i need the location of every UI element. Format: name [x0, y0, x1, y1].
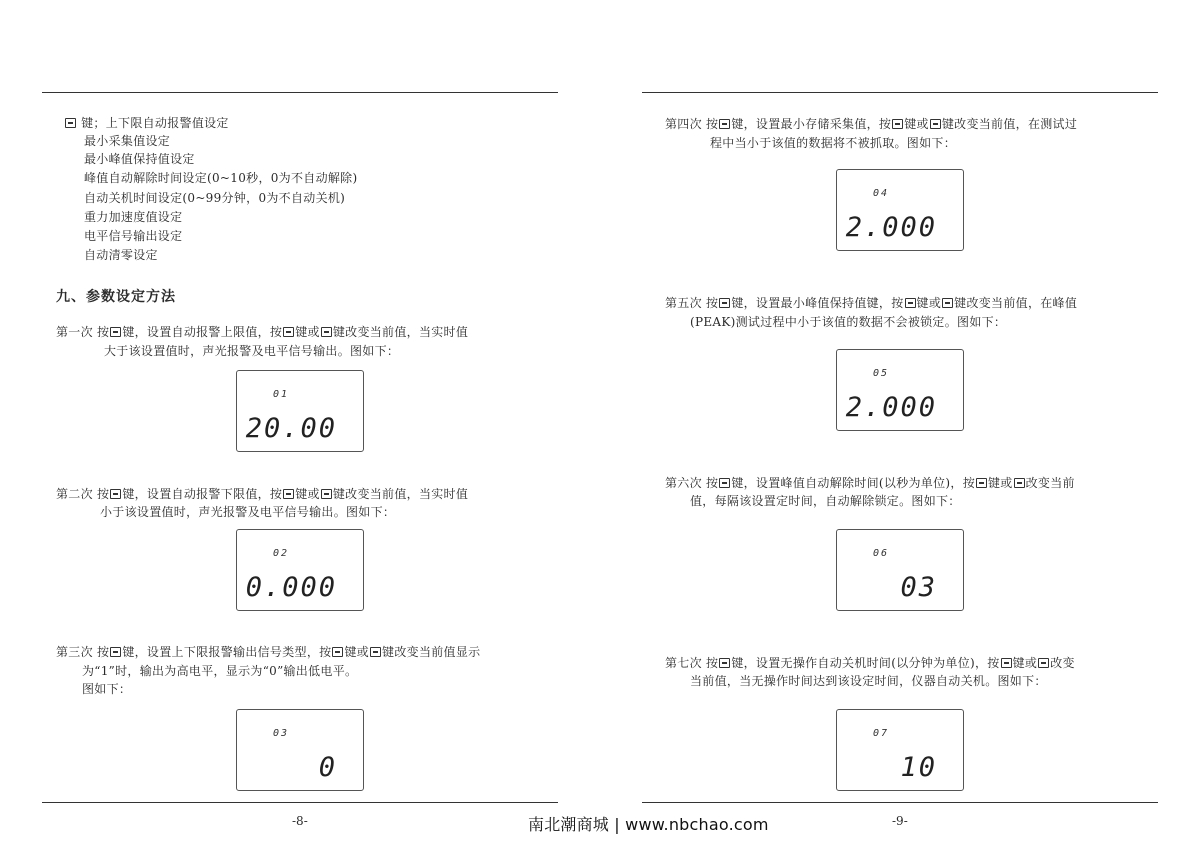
key-icon [719, 119, 730, 129]
step-text: 改变 [1050, 656, 1075, 670]
key-icon [1001, 658, 1012, 668]
lcd-code: 01 [273, 389, 290, 400]
lcd-code: 05 [873, 368, 890, 379]
key-icon [321, 327, 332, 337]
lcd-display [236, 709, 364, 791]
step-label: 第二次 按 [56, 487, 110, 501]
step-text: 键或 [1012, 656, 1038, 670]
key-list-intro [64, 114, 229, 132]
step-label: 第三次 按 [56, 645, 110, 659]
lcd-value: 0.000 [245, 572, 337, 603]
key-icon [283, 489, 294, 499]
step-text: 键，设置自动报警下限值，按 [122, 487, 283, 501]
key-icon [283, 327, 294, 337]
key-icon [1038, 658, 1049, 668]
step-label: 第六次 按 [665, 476, 719, 490]
step-line1 [665, 115, 1077, 133]
bottom-rule [642, 802, 1158, 803]
key-list-item: 自动清零设定 [84, 248, 158, 262]
step-text: 改变当前 [1025, 476, 1075, 490]
step-text: 键改变当前值，在测试过 [941, 117, 1078, 131]
step-text: 键，设置自动报警上限值，按 [122, 325, 283, 339]
page-number: -8- [292, 814, 308, 828]
step-text: 键，设置上下限报警输出信号类型，按 [122, 645, 332, 659]
lcd-display [836, 529, 964, 611]
key-icon [110, 327, 121, 337]
lcd-display [836, 169, 964, 251]
step-line1 [665, 294, 1077, 312]
step-line2: 值，每隔该设置定时间，自动解除锁定。图如下： [690, 494, 961, 508]
key-icon [110, 489, 121, 499]
lcd-code: 07 [873, 728, 890, 739]
lcd-display [836, 349, 964, 431]
lcd-value: 0 [318, 752, 337, 783]
step-text: 键改变当前值，当实时值 [332, 325, 469, 339]
key-icon [942, 298, 953, 308]
key-list-item: 最小采集值设定 [84, 134, 171, 148]
step-line2: 为“1”时，输出为高电平，显示为“0”输出低电平。 [82, 664, 358, 678]
top-rule [642, 92, 1158, 93]
step-line1 [665, 474, 1075, 492]
key-icon [65, 118, 76, 128]
step-text: 键改变当前值，在峰值 [954, 296, 1078, 310]
step-line2: 当前值，当无操作时间达到该设定时间，仪器自动关机。图如下： [690, 674, 1047, 688]
step-label: 第七次 按 [665, 656, 719, 670]
key-icon [110, 647, 121, 657]
step-text: 键，设置无操作自动关机时间(以分钟为单位)，按 [731, 656, 1000, 670]
key-list-item: 电平信号输出设定 [84, 229, 183, 243]
lcd-display [236, 529, 364, 611]
step-label: 第五次 按 [665, 296, 719, 310]
key-icon [719, 658, 730, 668]
footer-watermark: 南北潮商城 | www.nbchao.com [528, 815, 769, 834]
step-text: 键或 [344, 645, 370, 659]
step-text: 键或 [988, 476, 1013, 490]
lcd-value: 10 [900, 752, 937, 783]
key-icon [719, 298, 730, 308]
step-line1 [56, 323, 468, 341]
lcd-code: 02 [273, 548, 290, 559]
step-line1 [665, 654, 1075, 672]
key-icon [321, 489, 332, 499]
step-text: 键或 [904, 117, 929, 131]
lcd-code: 06 [873, 548, 890, 559]
key-icon [370, 647, 381, 657]
step-line1 [56, 485, 468, 503]
step-line3: 图如下： [82, 682, 132, 696]
key-list-item: 自动关机时间设定(0~99分钟，0为不自动关机) [84, 191, 346, 205]
key-icon [719, 478, 730, 488]
page-number: -9- [892, 814, 908, 828]
key-list-item: 重力加速度值设定 [84, 210, 183, 224]
lcd-code: 03 [273, 728, 290, 739]
key-icon [930, 119, 941, 129]
key-icon [976, 478, 987, 488]
bottom-rule [42, 802, 558, 803]
key-list-item: 峰值自动解除时间设定(0~10秒，0为不自动解除) [84, 171, 358, 185]
step-line2: 程中当小于该值的数据将不被抓取。图如下： [710, 136, 957, 150]
step-text: 键，设置峰值自动解除时间(以秒为单位)，按 [731, 476, 975, 490]
key-icon [905, 298, 916, 308]
key-icon [892, 119, 903, 129]
step-text: 键，设置最小存储采集值，按 [731, 117, 892, 131]
key-icon [1014, 478, 1025, 488]
lcd-code: 04 [873, 188, 890, 199]
lcd-value: 2.000 [845, 392, 937, 423]
section-title: 九、参数设定方法 [56, 289, 176, 305]
key-list-item: 最小峰值保持值设定 [84, 152, 195, 166]
step-text: 键或 [916, 296, 942, 310]
lcd-value: 20.00 [245, 413, 337, 444]
step-line2: (PEAK)测试过程中小于该值的数据不会被锁定。图如下： [690, 315, 1007, 329]
key-list-intro-text: 键；上下限自动报警值设定 [81, 116, 229, 130]
step-text: 键改变当前值，当实时值 [332, 487, 469, 501]
lcd-display [836, 709, 964, 791]
step-line2: 大于该设置值时，声光报警及电平信号输出。图如下： [104, 344, 400, 358]
step-label: 第一次 按 [56, 325, 110, 339]
step-text: 键改变当前值显示 [382, 645, 481, 659]
lcd-display [236, 370, 364, 452]
step-label: 第四次 按 [665, 117, 719, 131]
step-text: 键或 [295, 487, 320, 501]
key-icon [332, 647, 343, 657]
step-text: 键或 [295, 325, 320, 339]
right-page [600, 0, 1200, 853]
lcd-value: 03 [900, 572, 937, 603]
lcd-value: 2.000 [845, 212, 937, 243]
step-text: 键，设置最小峰值保持值键，按 [731, 296, 904, 310]
step-line1 [56, 643, 480, 661]
step-line2: 小于该设置值时，声光报警及电平信号输出。图如下： [100, 505, 396, 519]
top-rule [42, 92, 558, 93]
